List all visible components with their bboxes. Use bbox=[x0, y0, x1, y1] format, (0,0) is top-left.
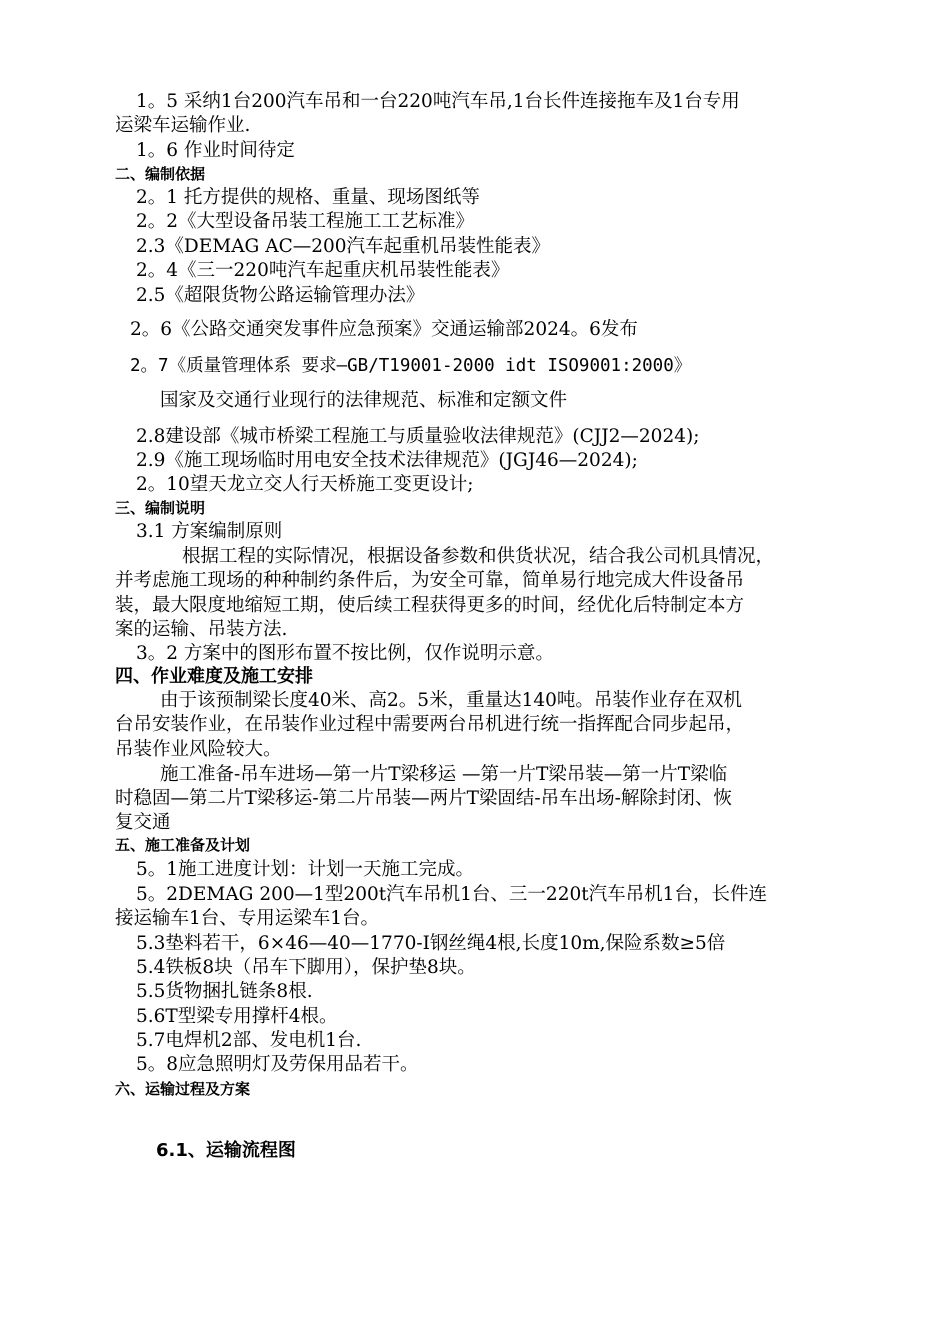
paragraph-line: 施工准备-吊车进场—第一片T梁移运 —第一片T梁吊装—第一片T梁临 bbox=[160, 764, 728, 785]
section-heading: 二、编制依据 bbox=[115, 165, 206, 183]
paragraph-line: 2。7《质量管理体系 要求—GB/T19001-2000 idt ISO9001:2000》 bbox=[130, 356, 692, 376]
paragraph-line: 吊装作业风险较大。 bbox=[115, 739, 282, 760]
paragraph-line: 装，最大限度地缩短工期，使后续工程获得更多的时间，经优化后特制定本方 bbox=[115, 595, 745, 616]
paragraph-line: 根据工程的实际情况，根据设备参数和供货状况，结合我公司机具情况， bbox=[182, 546, 775, 567]
section-heading: 三、编制说明 bbox=[115, 499, 206, 517]
paragraph-line: 由于该预制梁长度40米、高2。5米，重量达140吨。吊装作业存在双机 bbox=[160, 690, 742, 711]
paragraph-line: 2。6《公路交通突发事件应急预案》交通运输部2024。6发布 bbox=[130, 319, 638, 340]
paragraph-line: 5.6T型梁专用撑杆4根。 bbox=[136, 1006, 338, 1027]
paragraph-line: 2.5《超限货物公路运输管理办法》 bbox=[136, 285, 425, 306]
paragraph-line: 国家及交通行业现行的法律规范、标准和定额文件 bbox=[160, 390, 568, 411]
paragraph-line: 1。6 作业时间待定 bbox=[136, 140, 295, 161]
paragraph-line: 3。2 方案中的图形布置不按比例，仅作说明示意。 bbox=[136, 643, 554, 664]
paragraph-line: 5.5货物捆扎链条8根. bbox=[136, 981, 313, 1002]
paragraph-line: 5。8应急照明灯及劳保用品若干。 bbox=[136, 1054, 419, 1075]
paragraph-line: 5。1施工进度计划：计划一天施工完成。 bbox=[136, 859, 475, 880]
subsection-heading: 6.1、运输流程图 bbox=[156, 1140, 296, 1161]
paragraph-line: 案的运输、吊装方法. bbox=[115, 619, 288, 640]
paragraph-line: 2。1 托方提供的规格、重量、现场图纸等 bbox=[136, 187, 480, 208]
paragraph-line: 接运输车1台、专用运梁车1台。 bbox=[115, 908, 380, 929]
paragraph-line: 2.8建设部《城市桥梁工程施工与质量验收法律规范》(CJJ2—2024); bbox=[136, 426, 700, 447]
section-heading: 五、施工准备及计划 bbox=[115, 836, 251, 854]
paragraph-line: 2。10望天龙立交人行天桥施工变更设计; bbox=[136, 474, 474, 495]
paragraph-line: 5.4铁板8块（吊车下脚用），保护垫8块。 bbox=[136, 957, 476, 978]
paragraph-line: 2.9《施工现场临时用电安全技术法律规范》(JGJ46—2024); bbox=[136, 450, 638, 471]
paragraph-line: 2.3《DEMAG AC—200汽车起重机吊装性能表》 bbox=[136, 236, 551, 257]
paragraph-line: 台吊安装作业，在吊装作业过程中需要两台吊机进行统一指挥配合同步起吊， bbox=[115, 714, 745, 735]
paragraph-line: 2。2《大型设备吊装工程施工工艺标准》 bbox=[136, 211, 475, 232]
paragraph-line: 1。5 采纳1台200汽车吊和一台220吨汽车吊,1台长件连接拖车及1台专用 bbox=[136, 91, 740, 112]
paragraph-line: 3.1 方案编制原则 bbox=[136, 521, 283, 542]
section-heading: 六、运输过程及方案 bbox=[115, 1080, 251, 1098]
paragraph-line: 复交通 bbox=[115, 812, 171, 833]
section-heading: 四、作业难度及施工安排 bbox=[115, 666, 313, 687]
paragraph-line: 运梁车运输作业. bbox=[115, 115, 251, 136]
paragraph-line: 5.7电焊机2部、发电机1台. bbox=[136, 1030, 362, 1051]
paragraph-line: 5.3垫料若干，6×46—40—1770-I钢丝绳4根,长度10m,保险系数≥5倍 bbox=[136, 933, 726, 954]
paragraph-line: 2。4《三一220吨汽车起重庆机吊装性能表》 bbox=[136, 260, 510, 281]
paragraph-line: 5。2DEMAG 200—1型200t汽车吊机1台、三一220t汽车吊机1台，长件连 bbox=[136, 884, 767, 905]
paragraph-line: 时稳固—第二片T梁移运-第二片吊装—两片T梁固结-吊车出场-解除封闭、恢 bbox=[115, 788, 732, 809]
paragraph-line: 并考虑施工现场的种种制约条件后，为安全可靠，简单易行地完成大件设备吊 bbox=[115, 570, 745, 591]
